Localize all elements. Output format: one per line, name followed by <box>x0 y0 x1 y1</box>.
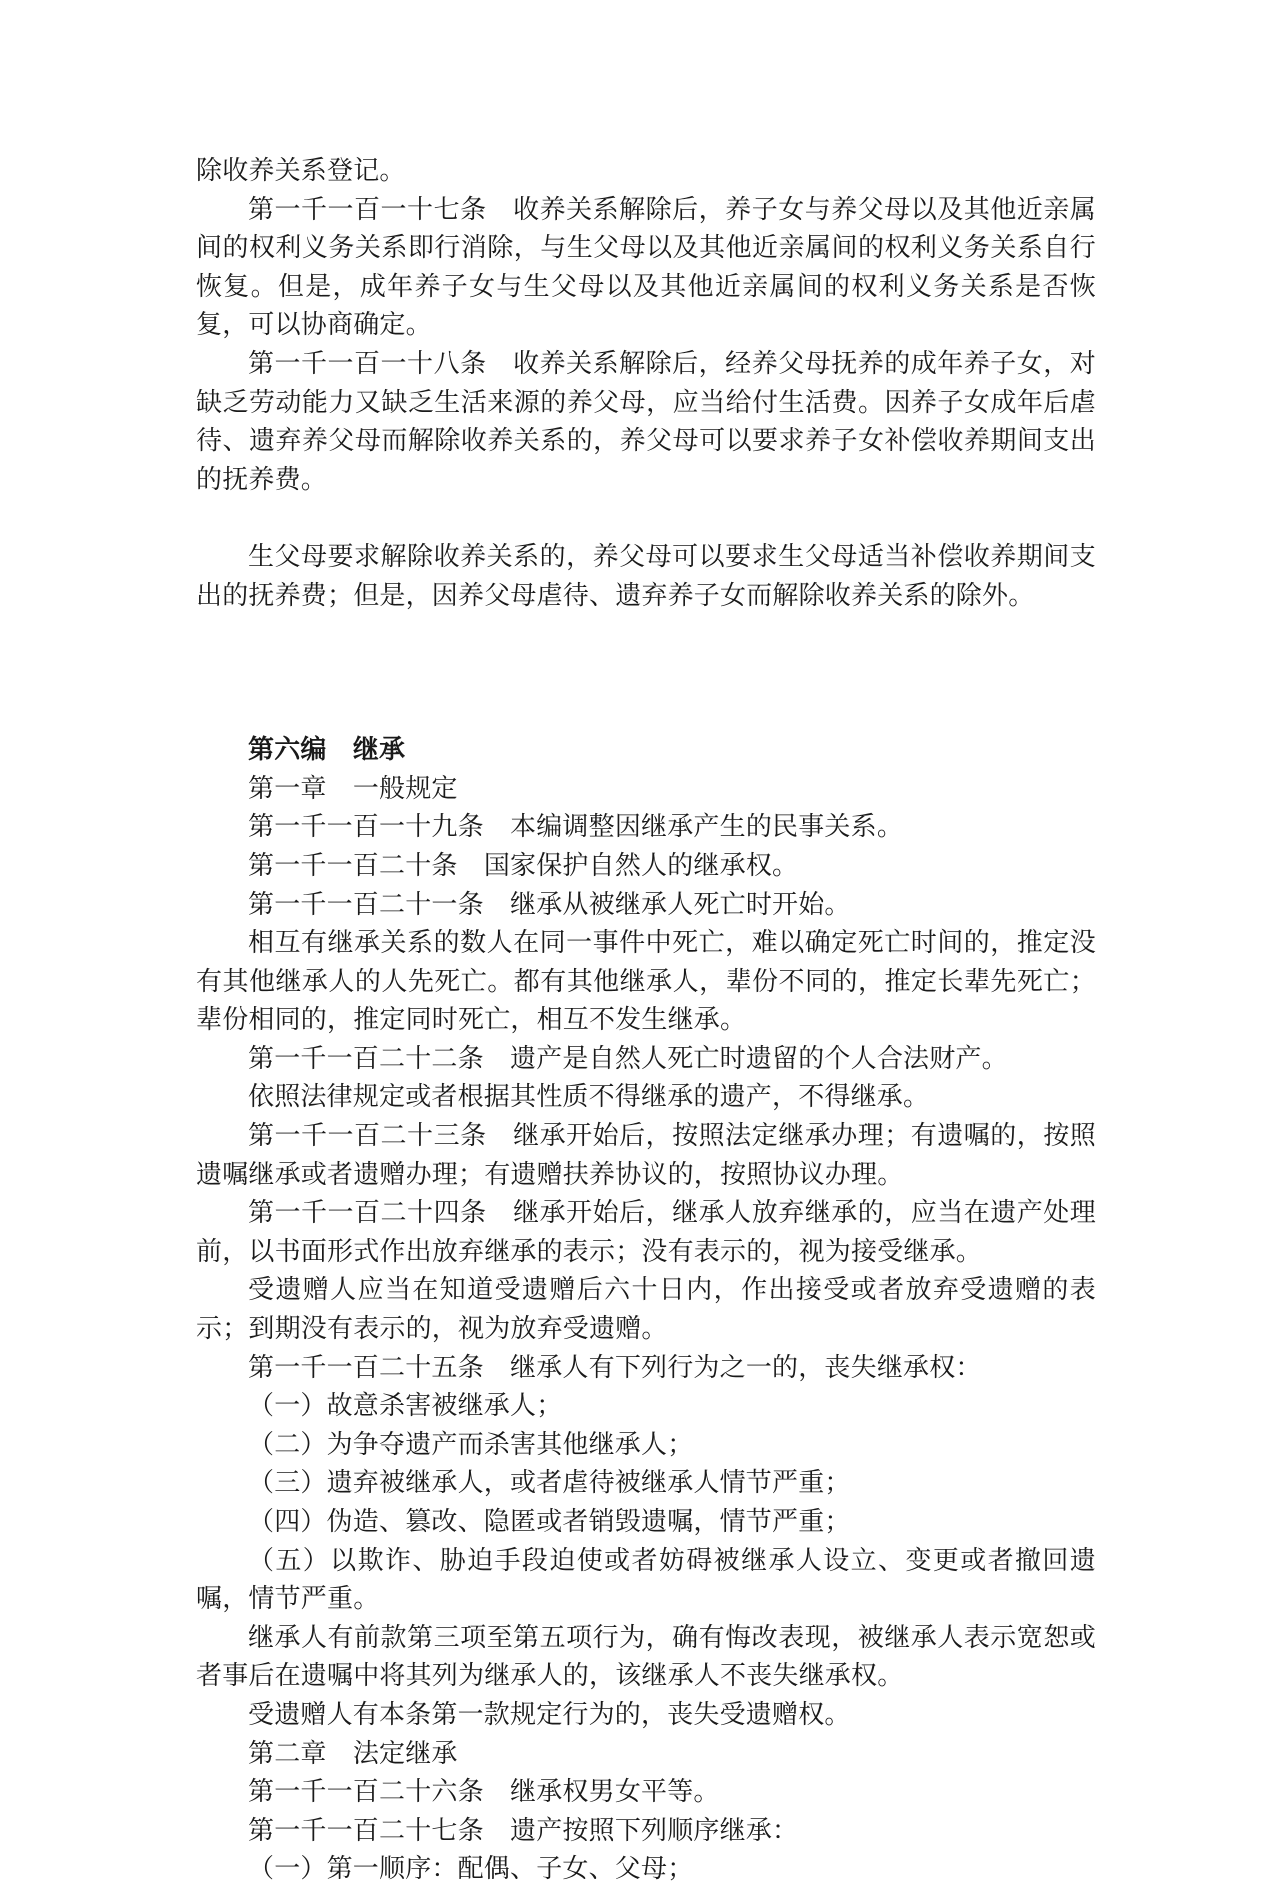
article-1125 <box>196 1349 1096 1388</box>
part-heading <box>196 731 1096 770</box>
article-text: 国家保护自然人的继承权。 <box>483 850 799 881</box>
document-page <box>196 152 1096 1889</box>
article-number: 第一千一百二十四条 <box>248 1198 487 1229</box>
article-text: 遗产是自然人死亡时遗留的个人合法财产。 <box>510 1043 1008 1074</box>
article-number: 第一千一百二十七条 <box>248 1815 484 1846</box>
article-1123 <box>196 1117 1096 1194</box>
article-1119 <box>196 808 1096 847</box>
list-item: （四）伪造、篡改、隐匿或者销毁遗嘱，情节严重； <box>248 1507 851 1537</box>
chapter-heading <box>196 1735 1096 1774</box>
article-number: 第一千一百二十二条 <box>248 1043 484 1074</box>
paragraph-continuation: 除收养关系登记。 <box>196 156 406 186</box>
article-1124-para2: 受遗赠人应当在知道受遗赠后六十日内，作出接受或者放弃受遗赠的表示；到期没有表示的，视为放弃受遗赠。 <box>196 1275 1096 1345</box>
article-1124 <box>196 1194 1096 1271</box>
chapter-heading <box>196 770 1096 809</box>
article-number: 第一千一百一十八条 <box>248 348 487 379</box>
part-number: 第六编 <box>248 735 327 766</box>
article-1117 <box>196 191 1096 345</box>
chapter-title: 一般规定 <box>352 773 458 804</box>
list-item: （三）遗弃被继承人，或者虐待被继承人情节严重； <box>248 1468 851 1499</box>
list-item: （二）为争夺遗产而杀害其他继承人； <box>248 1429 694 1460</box>
article-1126 <box>196 1773 1096 1812</box>
article-number: 第一千一百一十七条 <box>248 194 487 225</box>
article-text: 本编调整因继承产生的民事关系。 <box>510 812 904 843</box>
chapter-title: 法定继承 <box>352 1738 458 1769</box>
article-number: 第一千一百二十三条 <box>248 1121 487 1152</box>
chapter-number: 第二章 <box>248 1738 327 1769</box>
list-item: （五）以欺诈、胁迫手段迫使或者妨碍被继承人设立、变更或者撤回遗嘱，情节严重。 <box>196 1545 1096 1615</box>
article-1125-para3: 受遗赠人有本条第一款规定行为的，丧失受遗赠权。 <box>248 1699 851 1730</box>
article-text: 收养关系解除后，养子女与养父母以及其他近亲属间的权利义务关系即行消除，与生父母以及其他近亲属间的权利义务关系自行恢复。但是，成年养子女与生父母以及其他近亲属间的权利义务关系是否恢复，可以协商确定。 <box>196 194 1096 341</box>
article-number: 第一千一百二十条 <box>248 850 458 881</box>
article-number: 第一千一百二十六条 <box>248 1777 484 1808</box>
article-1121-para2: 相互有继承关系的数人在同一事件中死亡，难以确定死亡时间的，推定没有其他继承人的人先死亡。都有其他继承人，辈份不同的，推定长辈先死亡；辈份相同的，推定同时死亡，相互不发生继承。 <box>196 928 1096 1036</box>
list-item: （一）故意杀害被继承人； <box>248 1391 563 1422</box>
article-text: 遗产按照下列顺序继承： <box>510 1815 799 1846</box>
article-number: 第一千一百一十九条 <box>248 812 484 843</box>
part-title: 继承 <box>352 735 406 766</box>
article-text: 收养关系解除后，经养父母抚养的成年养子女，对缺乏劳动能力又缺乏生活来源的养父母，应当给付生活费。因养子女成年后虐待、遗弃养父母而解除收养关系的，养父母可以要求养子女补偿收养期间支出的抚养费。 <box>196 348 1096 495</box>
article-number: 第一千一百二十五条 <box>248 1352 484 1383</box>
article-1121 <box>196 886 1096 925</box>
section-gap <box>196 615 1096 731</box>
article-1120 <box>196 847 1096 886</box>
article-text: 继承人有下列行为之一的，丧失继承权： <box>510 1352 982 1383</box>
article-1122 <box>196 1040 1096 1079</box>
article-text: 继承从被继承人死亡时开始。 <box>510 889 851 920</box>
article-text: 继承开始后，继承人放弃继承的，应当在遗产处理前，以书面形式作出放弃继承的表示；没有表示的，视为接受继承。 <box>196 1198 1096 1267</box>
chapter-number: 第一章 <box>248 773 327 804</box>
article-1122-para2: 依照法律规定或者根据其性质不得继承的遗产，不得继承。 <box>248 1082 930 1113</box>
article-1118 <box>196 345 1096 499</box>
article-1118-para2: 生父母要求解除收养关系的，养父母可以要求生父母适当补偿收养期间支出的抚养费；但是，因养父母虐待、遗弃养子女而解除收养关系的除外。 <box>196 541 1096 611</box>
article-1125-para2: 继承人有前款第三项至第五项行为，确有悔改表现，被继承人表示宽恕或者事后在遗嘱中将其列为继承人的，该继承人不丧失继承权。 <box>196 1622 1096 1692</box>
article-number: 第一千一百二十一条 <box>248 889 484 920</box>
list-item: （一）第一顺序：配偶、子女、父母； <box>248 1854 694 1885</box>
article-text: 继承权男女平等。 <box>510 1777 720 1808</box>
article-1127 <box>196 1812 1096 1851</box>
article-text: 继承开始后，按照法定继承办理；有遗嘱的，按照遗嘱继承或者遗赠办理；有遗赠扶养协议的，按照协议办理。 <box>196 1121 1096 1190</box>
blank-line <box>196 499 1096 538</box>
